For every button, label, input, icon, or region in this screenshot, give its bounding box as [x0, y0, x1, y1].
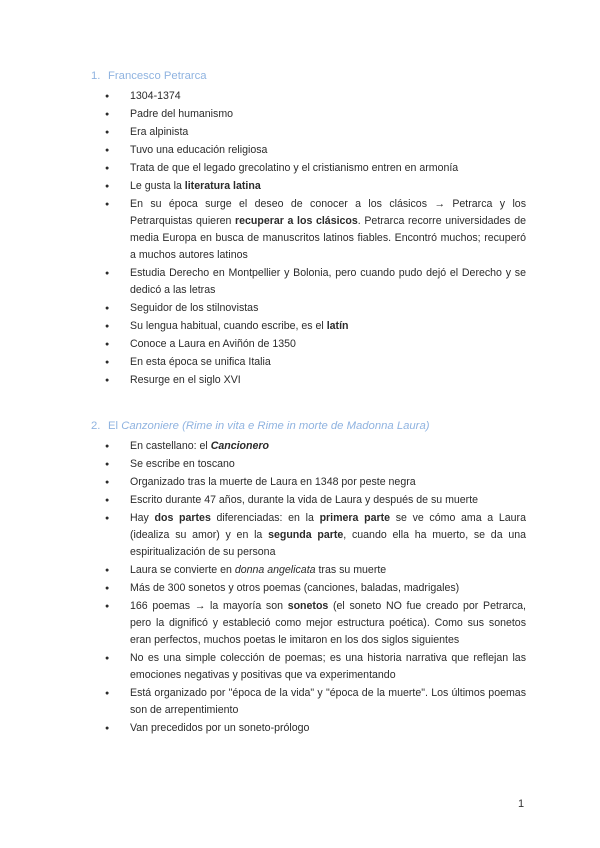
item-text: tras su muerte: [315, 564, 387, 576]
list-item: ● Escrito durante 47 años, durante la vida de Laura y después de su muerte: [105, 492, 526, 509]
bullet-list: [91, 438, 526, 737]
list-item: ● Van precedidos por un soneto-prólogo: [105, 720, 526, 737]
section-petrarca: [91, 68, 526, 390]
item-bold-text: sonetos: [287, 600, 329, 612]
item-text: Laura se convierte en: [130, 564, 235, 576]
list-item: ● Estudia Derecho en Montpellier y Bolonia, pero cuando pudo dejó el Derecho y se dedicó a las letras: [105, 265, 526, 299]
list-item: ● Tuvo una educación religiosa: [105, 142, 526, 159]
list-item: [105, 178, 526, 195]
section-title-prefix: El: [108, 420, 122, 432]
section-title: Francesco Petrarca: [108, 70, 207, 82]
list-item: ● Conoce a Laura en Aviñón de 1350: [105, 336, 526, 353]
list-item: ● Organizado tras la muerte de Laura en 1348 por peste negra: [105, 474, 526, 491]
section-heading: [91, 68, 526, 85]
item-text: En castellano: el: [130, 440, 211, 452]
list-item: [105, 562, 526, 579]
page-number: 1: [518, 798, 525, 810]
item-bold-text: primera parte: [319, 512, 391, 524]
item-bold-text: segunda parte: [268, 529, 344, 541]
item-text: se ve cómo ama a Laura (idealiza su amor) y en la: [130, 512, 526, 541]
section-canzoniere: [91, 418, 526, 738]
list-item: ● No es una simple colección de poemas; es una historia narrativa que reflejan las emociones negativas y positivas que va experimentando: [105, 650, 526, 684]
list-item: ● Padre del humanismo: [105, 106, 526, 123]
section-heading: [91, 418, 526, 435]
list-item: ● 1304-1374: [105, 88, 526, 105]
item-text: (el soneto NO fue creado por Petrarca, pero la dignificó y estableció como mejor estructura poética). Como sus sonetos eran perfectos, muchos poetas le imitaron en los dos siglos siguientes: [130, 600, 527, 646]
list-item: [105, 196, 526, 264]
list-item: ● Resurge en el siglo XVI: [105, 372, 526, 389]
list-item: ● Era alpinista: [105, 124, 526, 141]
list-item: ● Está organizado por "época de la vida" y "época de la muerte". Los últimos poemas son de arrepentimiento: [105, 685, 526, 719]
item-bold-italic-text: Cancionero: [210, 440, 269, 452]
section-title-italic: Canzoniere (Rime in vita e Rime in morte de Madonna Laura): [121, 420, 430, 432]
item-text: Su lengua habitual, cuando escribe, es el: [130, 320, 327, 332]
item-bold-text: literatura latina: [184, 180, 261, 192]
item-text: , cuando ella ha muerto, se da una espiritualización de su persona: [130, 529, 527, 558]
list-item: ● Se escribe en toscano: [105, 456, 526, 473]
item-bold-text: latín: [326, 320, 349, 332]
list-item: ● En esta época se unifica Italia: [105, 354, 526, 371]
bullet-list: [91, 88, 526, 389]
list-item: [105, 598, 526, 649]
section-number: 2.: [91, 420, 101, 432]
item-text: En su época surge el deseo de conocer a los clásicos → Petrarca y los Petrarquistas quieren: [130, 198, 526, 227]
list-item: ● Seguidor de los stilnovistas: [105, 300, 526, 317]
item-text: diferenciadas: en la: [210, 512, 320, 524]
list-item: [105, 438, 526, 455]
item-text: 166 poemas → la mayoría son: [130, 600, 288, 612]
list-item: [105, 510, 526, 561]
item-text: Hay: [130, 512, 155, 524]
list-item: ● Trata de que el legado grecolatino y el cristianismo entren en armonía: [105, 160, 526, 177]
item-bold-text: dos partes: [154, 512, 211, 524]
item-text: Le gusta la: [130, 180, 185, 192]
list-item: [105, 318, 526, 335]
section-number: 1.: [91, 70, 101, 82]
item-italic-text: donna angelicata: [234, 564, 316, 576]
item-text: . Petrarca recorre universidades de media Europa en busca de manuscritos latinos fiables. Encontró muchos; recuperó a muchos autores latinos: [130, 215, 526, 261]
list-item: ● Más de 300 sonetos y otros poemas (canciones, baladas, madrigales): [105, 580, 526, 597]
item-bold-text: recuperar a los clásicos: [235, 215, 358, 227]
